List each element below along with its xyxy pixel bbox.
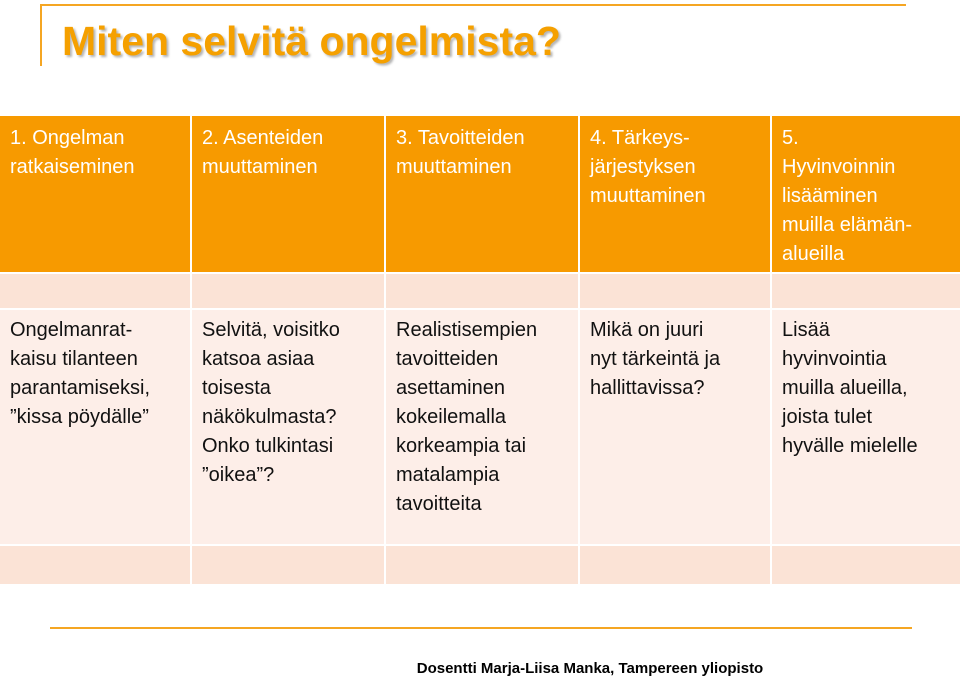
body-cell-3	[385, 309, 579, 545]
spacer-cell	[771, 273, 960, 309]
body-cell-1	[0, 309, 191, 545]
bottom-cell	[385, 545, 579, 585]
body-text-2: Selvitä, voisitko katsoa asiaa toisesta näkökulmasta? Onko tulkintasi ”oikea”?	[202, 319, 340, 486]
body-cell-2	[191, 309, 385, 545]
spacer-cell	[385, 273, 579, 309]
header-text-2: 2. Asenteiden muuttaminen	[202, 127, 324, 178]
footer-credit: Dosentti Marja-Liisa Manka, Tampereen yliopisto	[416, 660, 764, 677]
body-text-3: Realistisempien tavoitteiden asettaminen kokeilemalla korkeampia tai matalampia tavoitteita	[396, 319, 538, 515]
body-text-1: Ongelmanrat- kaisu tilanteen parantamiseksi, ”kissa pöydälle”	[10, 319, 151, 428]
body-text-4: Mikä on juuri nyt tärkeintä ja hallittavissa?	[590, 319, 721, 399]
top-left-vertical-rule	[40, 4, 42, 66]
header-cell-4	[579, 116, 771, 273]
bottom-cell	[579, 545, 771, 585]
body-cell-5	[771, 309, 960, 545]
strategy-table	[0, 116, 960, 586]
body-text-5: Lisää hyvinvointia muilla alueilla, joista tulet hyvälle mielelle	[782, 319, 918, 457]
header-cell-2	[191, 116, 385, 273]
bottom-cell	[0, 545, 191, 585]
header-text-4: 4. Tärkeys- järjestyksen muuttaminen	[590, 127, 706, 207]
bottom-row	[0, 545, 960, 585]
header-cell-5	[771, 116, 960, 273]
slide-title: Miten selvitä ongelmista?	[62, 18, 561, 64]
bottom-cell	[191, 545, 385, 585]
header-row	[0, 116, 960, 273]
top-horizontal-rule	[40, 4, 906, 6]
spacer-cell	[191, 273, 385, 309]
header-cell-3	[385, 116, 579, 273]
header-text-3: 3. Tavoitteiden muuttaminen	[396, 127, 525, 178]
header-text-5: 5. Hyvinvoinnin lisääminen muilla elämän- alueilla	[782, 127, 913, 265]
bottom-horizontal-rule	[50, 627, 912, 629]
spacer-cell	[579, 273, 771, 309]
header-text-1: 1. Ongelman ratkaiseminen	[10, 127, 135, 178]
body-row	[0, 309, 960, 545]
bottom-cell	[771, 545, 960, 585]
header-cell-1	[0, 116, 191, 273]
spacer-cell	[0, 273, 191, 309]
spacer-row	[0, 273, 960, 309]
body-cell-4	[579, 309, 771, 545]
